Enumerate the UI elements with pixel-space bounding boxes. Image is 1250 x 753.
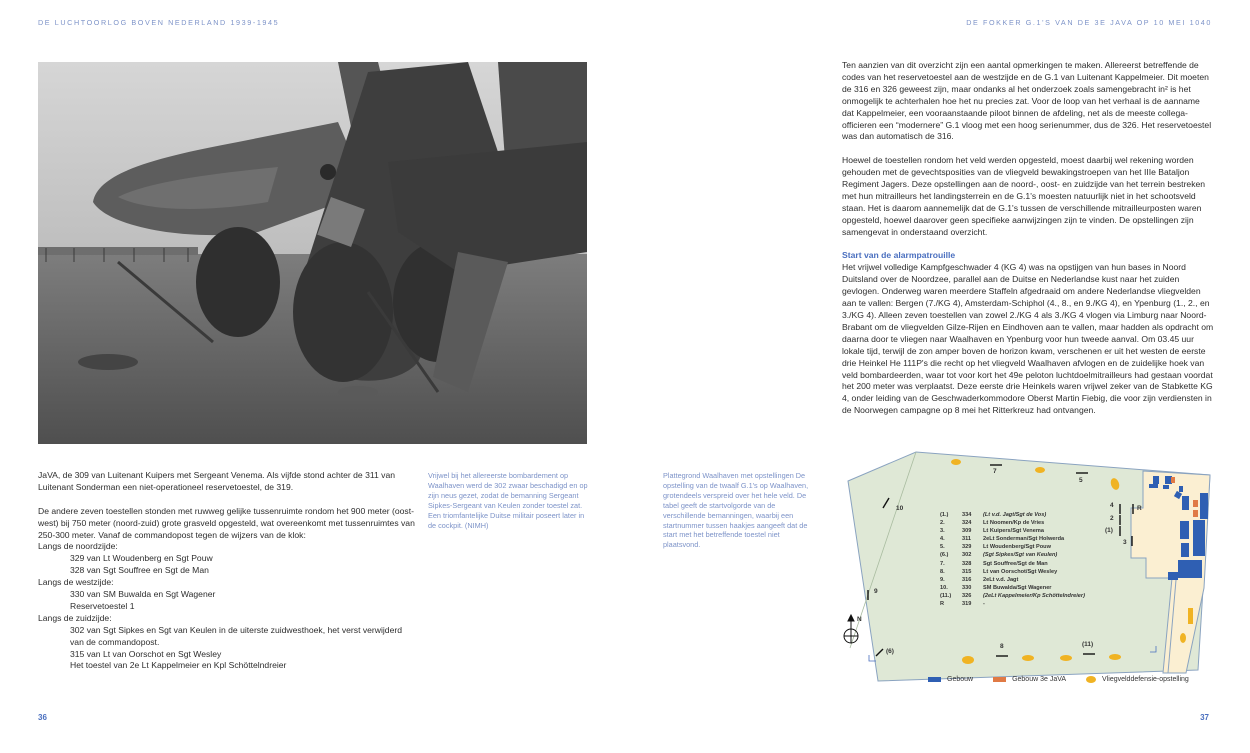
side-west-entry: 330 van SM Buwalda en Sgt Wagener	[70, 589, 216, 600]
roster-row	[940, 527, 1085, 535]
running-head-right: DE FOKKER G.1'S VAN DE 3E JAVA OP 10 MEI 1040	[966, 18, 1212, 27]
roster-crew: SM Buwalda/Sgt Wagener	[983, 584, 1052, 591]
page-number-left: 36	[38, 713, 47, 722]
roster-order: (11.)	[940, 592, 952, 599]
map-label-6: (6)	[886, 648, 894, 655]
map-north-label: N	[857, 616, 862, 623]
roster-order: (1.)	[940, 512, 949, 518]
roster-order: (6.)	[940, 552, 949, 559]
side-south-label: Langs de zuidzijde:	[38, 612, 112, 623]
crew-roster-table	[940, 511, 1085, 608]
roster-code: 316	[962, 576, 972, 583]
roster-order: 7.	[940, 560, 945, 567]
roster-code: 319	[962, 601, 972, 608]
section-subheading: Start van de alarmpatrouille	[842, 250, 956, 261]
map-label-7: 7	[993, 468, 997, 475]
map-label-3: 3	[1123, 539, 1127, 546]
map-label-5: 5	[1079, 477, 1083, 484]
left-body-text	[38, 470, 418, 672]
section-text: Het vrijwel volledige Kampfgeschwader 4 (KG 4) was na opstijgen van hun bases in Noord Duitsland over de Noordzee, parallel aan de Duitse en Nederlandse kust naar het zuiden gevlogen. Onderweg waren meerdere Staffeln afgedraaid om andere Nederlandse vliegvelden aan te vallen: Bergen (7./KG 4), Amsterdam-Schiphol (4., 8., en 9./KG 4), en Ypenburg (1., 2., en 3./KG 4). Alleen zeven toestellen van zowel 2./KG 4 als 3./KG 4 vlogen via Limburg naar Noord-Brabant om de vliegvelden Gilze-Rijen en Eindhoven aan te vallen, maar hadden als opdracht om daarna door te vliegen naar Waalhaven en Ypenburg voor hun tweede aanval. Om 03.45 uur lokale tijd, terwijl de zon amper boven de horizon kwam, verschenen er uit het westen de eerste drie Heinkel He 111P's die recht op het vliegveld Waalhaven afvlogen en de zuidelijke hoek van veld bombardeerden, waar tot voor kort het 49e peloton luchtdoelmitrailleurs had gestaan voordat het 200 meter was verplaatst. Deze eerste drie Heinkels waren vrijwel zeker van de Stabkette KG 4, onder leiding van de Geschwaderkommodore Oberst Martin Fiebig, die voor zijn verdiensten in de Noorwegen campagne op 8 mei het Ritterkreuz had ontvangen.	[842, 262, 1214, 416]
map-label-2: 2	[1110, 515, 1114, 522]
roster-order: 4.	[940, 536, 945, 543]
left-paragraph-1: JaVA, de 309 van Luitenant Kuipers met Sergeant Venema. Als vijfde stond achter de 311 van Luitenant Sonderman een niet-operationeel reservetoestel, de 319.	[38, 470, 396, 492]
roster-order: 2.	[940, 520, 945, 527]
side-north-entry: 328 van Sgt Souffree en Sgt de Man	[70, 565, 209, 576]
roster-crew: (Sgt Sipkes/Sgt van Keulen)	[983, 552, 1058, 559]
photo-caption: Vrijwel bij het allereerste bombardement op Waalhaven werd de 302 zwaar beschadigd en op zijn neus gezet, zodat de bemanning Sergeant Sipkes-Sergeant van Keulen zonder toestel zat. Een triomfantelijke Duitse militair poseert later in de cockpit. (NIMH)	[428, 471, 588, 530]
roster-code: 309	[962, 528, 972, 535]
roster-crew: (2eLt Kappelmeier/Kp Schöttelndreier)	[983, 592, 1085, 599]
map-caption: Plattegrond Waalhaven met opstellingen De opstelling van de twaalf G.1's op Waalhaven, grotendeels verspreid over het hele veld. De tabel geeft de startvolgorde van de verschillende bemanningen, waarbij een startnummer tussen haakjes aangeeft dat de start met het betreffende toestel niet plaatsvond.	[663, 471, 809, 550]
map-label-r: R	[1137, 505, 1142, 512]
roster-crew: Lt van Oorschot/Sgt Wesley	[983, 568, 1058, 575]
roster-code: 311	[962, 536, 972, 543]
map-label-9: 9	[874, 588, 878, 595]
defense-swatch	[1086, 676, 1096, 683]
java-building-swatch	[993, 677, 1006, 682]
map-label-4: 4	[1110, 502, 1114, 509]
roster-code: 315	[962, 568, 972, 575]
roster-order: 3.	[940, 528, 945, 535]
legend-defense	[1086, 676, 1189, 683]
roster-code: 329	[962, 544, 972, 551]
roster-crew: 2eLt Sonderman/Sgt Holwerda	[983, 536, 1065, 543]
roster-row	[940, 551, 1085, 559]
roster-crew: Lt Kuipers/Sgt Venema	[983, 528, 1044, 535]
roster-crew: Sgt Souffree/Sgt de Man	[983, 560, 1048, 567]
legend-java-building	[993, 676, 1066, 683]
roster-order: 5.	[940, 544, 945, 551]
roster-row	[940, 584, 1085, 592]
roster-order: 8.	[940, 568, 945, 575]
side-west-entry: Reservetoestel 1	[70, 600, 135, 611]
map-legend	[928, 676, 1209, 683]
map-label-11: (11)	[1082, 641, 1094, 648]
roster-row	[940, 600, 1085, 608]
roster-order: 10.	[940, 584, 948, 591]
side-west-label: Langs de westzijde:	[38, 577, 114, 588]
roster-order: 9.	[940, 576, 945, 583]
roster-code: 330	[962, 584, 972, 591]
side-north-entry: 329 van Lt Woudenberg en Sgt Pouw	[70, 553, 213, 564]
building-swatch	[928, 677, 941, 682]
roster-code: 334	[962, 512, 972, 518]
map-label-10: 10	[896, 505, 904, 512]
roster-crew: 2eLt v.d. Jagt	[983, 576, 1019, 583]
map-label-1: (1)	[1105, 527, 1113, 534]
page-number-right: 37	[1200, 713, 1209, 722]
roster-code: 328	[962, 560, 972, 567]
legend-label: Gebouw	[947, 676, 974, 683]
left-paragraph-2: De andere zeven toestellen stonden met ruwweg gelijke tussenruimte rondom het 900 meter (oost-west) bij 750 meter (noord-zuid) grote grasveld opgesteld, wat overeenkomt met tussenruimtes van 250-300 meter. Vanaf de commandopost tegen de wijzers van de klok:	[38, 505, 415, 540]
crashed-fokker-photo	[38, 62, 587, 444]
legend-building	[928, 676, 973, 683]
legend-label: Gebouw 3e JaVA	[1012, 676, 1067, 683]
roster-row	[940, 511, 1085, 519]
running-head-left: DE LUCHTOORLOG BOVEN NEDERLAND 1939-1945	[38, 18, 280, 27]
side-south-entry: 315 van Lt van Oorschot en Sgt Wesley	[70, 648, 222, 659]
roster-row	[940, 560, 1085, 568]
roster-crew: (Lt v.d. Jagt/Sgt de Vos)	[983, 512, 1047, 518]
roster-row	[940, 592, 1085, 600]
map-label-8: 8	[1000, 643, 1004, 650]
roster-row	[940, 535, 1085, 543]
right-paragraph-1: Ten aanzien van dit overzicht zijn een aantal opmerkingen te maken. Allereerst betreffende de codes van het reservetoestel aan de westzijde en de G.1 van Luitenant Kappelmeier. Dit moeten de 316 en 326 geweest zijn, maar ondanks al het onderzoek zoals samengebracht in² is het onmogelijk te achterhalen hoe het nu precies zat. Voor de loop van het verhaal is de aanname dat Kappelmeier, een vooraanstaande piloot binnen de afdeling, net als de meeste collega-officieren een “modernere” G.1 vloog met een hoog serienummer, dus de 326. Het reservetoestel was dan automatisch de 316.	[842, 60, 1212, 142]
side-north-label: Langs de noordzijde:	[38, 541, 118, 552]
right-body-text	[842, 60, 1214, 417]
legend-label: Vliegvelddefensie-opstelling	[1102, 676, 1189, 683]
roster-order: R	[940, 601, 945, 608]
roster-crew: Lt Woudenberg/Sgt Pouw	[983, 544, 1051, 551]
roster-code: 326	[962, 592, 972, 599]
roster-row	[940, 568, 1085, 576]
roster-code: 302	[962, 552, 972, 559]
right-paragraph-2: Hoewel de toestellen rondom het veld werden opgesteld, moest daarbij wel rekening worden gehouden met de gevechtsposities van de vliegveld bewakingstroepen van het IIIe Bataljon Regiment Jagers. Deze opstellingen aan de noord-, oost- en zuidzijde van het terrein bestreken met hun mitrailleurs het landingsterrein en de G.1's moesten natuurlijk niet in het schootsveld staan. Het is daarom aannemelijk dat de G.1's tussen de verschillende mitrailleurposten waren opgesteld, hoewel daarover geen specifieke aanwijzingen zijn te vinden. De opstellingen zijn samengevat in onderstaand overzicht.	[842, 155, 1206, 237]
roster-row	[940, 519, 1085, 527]
photo-illustration	[38, 62, 587, 444]
roster-crew: -	[983, 601, 985, 608]
side-south-entry: 302 van Sgt Sipkes en Sgt van Keulen in de uiterste zuidwesthoek, het verst verwijderd van de commandopost.	[70, 624, 403, 647]
roster-row	[940, 576, 1085, 584]
compass-icon	[844, 615, 858, 643]
side-south-entry: Het toestel van 2e Lt Kappelmeier en Kpl Schöttelndreier	[70, 660, 287, 671]
roster-row	[940, 543, 1085, 551]
roster-crew: Lt Noomen/Kp de Vries	[983, 520, 1045, 527]
roster-code: 324	[962, 520, 972, 527]
